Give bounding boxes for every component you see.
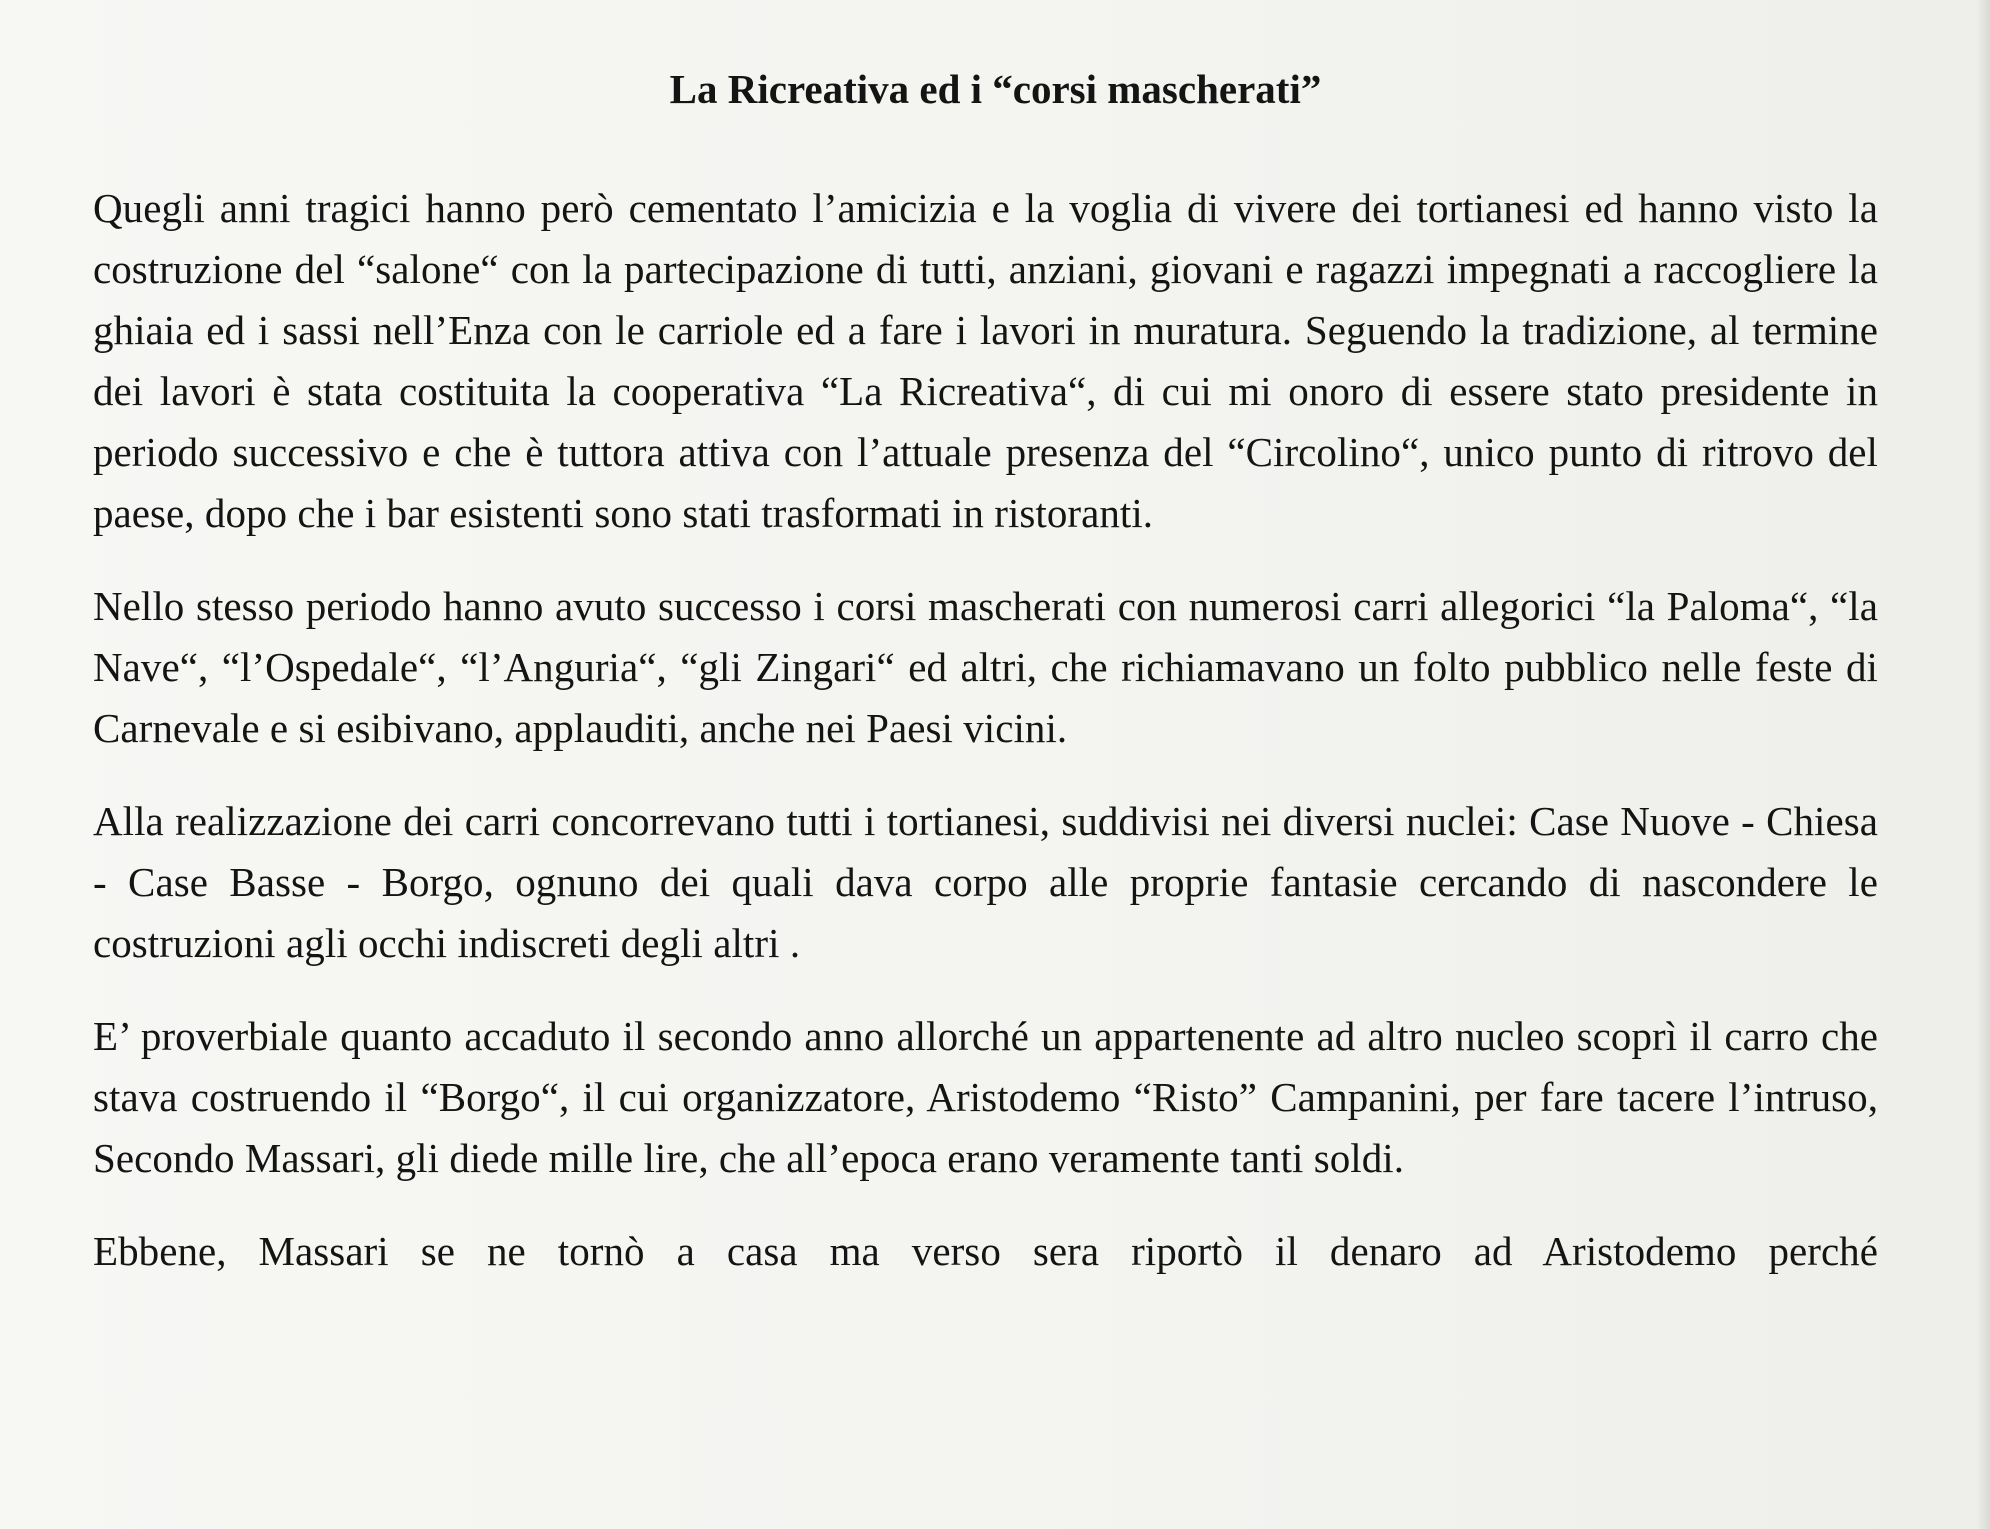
page-edge-shadow xyxy=(1976,0,1990,1529)
page-content xyxy=(93,62,1878,1314)
paragraph-carri: Alla realizzazione dei carri concorrevano tutti i tortianesi, suddivisi nei diversi nuclei: Case Nuove - Chiesa - Case Basse - Borgo, ognuno dei quali dava corpo alle proprie fantasie cercando di nascondere le costruzioni agli occhi indiscreti degli altri . xyxy=(93,798,1878,966)
paragraph-salone: Quegli anni tragici hanno però cementato l’amicizia e la voglia di vivere dei tortianesi ed hanno visto la costruzione del “salone“ con la partecipazione di tutti, anziani, giovani e ragazzi impegnati a raccogliere la ghiaia ed i sassi nell’Enza con le carriole ed a fare i lavori in muratura. Seguendo la tradizione, al termine dei lavori è stata costituita la cooperativa “La Ricreativa“, di cui mi onoro di essere stato presidente in periodo successivo e che è tuttora attiva con l’attuale presenza del “Circolino“, unico punto di ritrovo del paese, dopo che i bar esistenti sono stati trasformati in ristoranti. xyxy=(93,185,1878,536)
paragraph-corsi-mascherati: Nello stesso periodo hanno avuto successo i corsi mascherati con numerosi carri allegorici “la Paloma“, “la Nave“, “l’Ospedale“, “l’Anguria“, “gli Zingari“ ed altri, che richiamavano un folto pubblico nelle feste di Carnevale e si esibivano, applauditi, anche nei Paesi vicini. xyxy=(93,583,1878,751)
paragraph-ebbene: Ebbene, Massari se ne tornò a casa ma verso sera riportò il denaro ad Aristodemo perché xyxy=(93,1228,1878,1274)
paragraph-borgo-anecdote: E’ proverbiale quanto accaduto il secondo anno allorché un appartenente ad altro nucleo scoprì il carro che stava costruendo il “Borgo“, il cui organizzatore, Aristodemo “Risto” Campanini, per fare tacere l’intruso, Secondo Massari, gli diede mille lire, che all’epoca erano veramente tanti soldi. xyxy=(93,1013,1878,1181)
page-title: La Ricreativa ed i “corsi mascherati” xyxy=(669,66,1322,112)
